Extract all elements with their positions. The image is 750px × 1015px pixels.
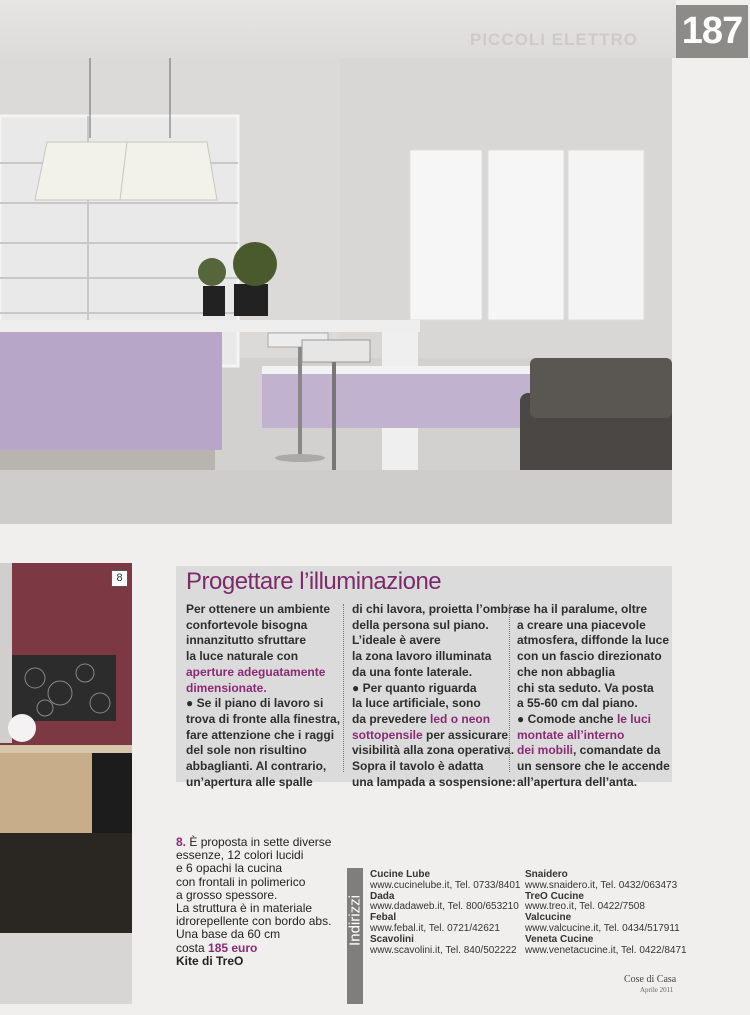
article-line: ● Comode anche le luci	[517, 711, 651, 726]
company-name: Febal	[370, 912, 397, 924]
company-contact: www.febal.it, Tel. 0721/42621	[370, 922, 500, 934]
magazine-name: Cose di Casa	[624, 974, 677, 985]
figure-number-badge: 8	[111, 570, 128, 587]
article-line: la luce naturale con	[186, 649, 299, 664]
kitchen-photo	[0, 58, 672, 524]
addresses-list-right	[525, 870, 687, 956]
article-line: L’ideale è avere	[352, 633, 441, 648]
company-name: TreO Cucine	[525, 890, 584, 902]
article-line: confortevole bisogna	[186, 617, 308, 632]
caption-line: con frontali in polimerico	[176, 874, 306, 889]
article-line: Per ottenere un ambiente	[186, 602, 331, 616]
article-line: che non abbaglia	[517, 664, 616, 679]
article-line: del sole non risultino	[186, 743, 307, 758]
photo-caption	[176, 836, 331, 968]
article-line: da una fonte laterale.	[352, 664, 473, 679]
issue-date: Aprile 2011	[640, 986, 674, 994]
article-line: montate all’interno	[517, 727, 625, 742]
company-name: Cucine Lube	[370, 869, 431, 880]
caption-line: Kite di TreO	[176, 953, 244, 968]
article-line: se ha il paralume, oltre	[517, 602, 648, 616]
addresses-label-wrap	[347, 868, 363, 1004]
company-contact: www.valcucine.it, Tel. 0434/517911	[525, 922, 680, 934]
article-column-1	[186, 602, 340, 790]
article-line: da prevedere led o neon	[352, 711, 491, 726]
article-line: con un fascio direzionato	[517, 649, 662, 664]
caption-line: 8. È proposta in sette diverse	[176, 835, 332, 849]
page-number: 187	[676, 5, 748, 58]
kitchen-illustration	[0, 58, 672, 524]
company-contact: www.cucinelube.it, Tel. 0733/8401	[370, 879, 521, 891]
addresses-list-left	[370, 870, 520, 956]
inset-photo	[0, 563, 132, 1004]
company-name: Scavolini	[370, 933, 414, 945]
company-contact: www.dadaweb.it, Tel. 800/653210	[370, 901, 519, 913]
caption-line: a grosso spessore.	[176, 887, 278, 902]
company-contact: www.scavolini.it, Tel. 840/502222	[370, 944, 517, 956]
article-line: visibilità alla zona operativa.	[352, 743, 515, 758]
article-line: una lampada a sospensione:	[352, 774, 517, 789]
article-column-3	[517, 602, 670, 790]
article-line: ● Per quanto riguarda	[352, 680, 477, 695]
article-line: abbaglianti. Al contrario,	[186, 759, 327, 774]
article-line: un’apertura alle spalle	[186, 774, 313, 789]
article-line: la luce artificiale, sono	[352, 696, 481, 711]
caption-line: Una base da 60 cm	[176, 927, 281, 942]
article-column-2	[352, 602, 519, 790]
inset-illustration	[0, 563, 132, 1004]
caption-line: costa 185 euro	[176, 940, 258, 955]
article-line: innanzitutto sfruttare	[186, 633, 306, 648]
article-line: atmosfera, diffonde la luce	[517, 633, 670, 648]
column-divider	[343, 604, 344, 772]
column-divider	[509, 604, 510, 772]
addresses-label: Indirizzi	[346, 895, 364, 946]
company-name: Snaidero	[525, 869, 568, 880]
caption-line: La struttura è in materiale	[176, 901, 313, 916]
company-name: Veneta Cucine	[525, 933, 594, 945]
article-line: all’apertura dell’anta.	[517, 774, 638, 789]
article-line: un sensore che le accende	[517, 759, 670, 774]
caption-line: idrorepellente con bordo abs.	[176, 914, 332, 929]
caption-line: e 6 opachi la cucina	[176, 861, 283, 876]
article-line: aperture adeguatamente	[186, 664, 326, 679]
article-line: la zona lavoro illuminata	[352, 649, 492, 664]
article-line: chi sta seduto. Va posta	[517, 680, 654, 695]
company-name: Valcucine	[525, 912, 572, 924]
article-line: trova di fronte alla finestra,	[186, 711, 341, 726]
company-name: Dada	[370, 890, 395, 902]
article-line: ● Se il piano di lavoro si	[186, 696, 324, 711]
article-line: sottopensile per assicurare	[352, 727, 509, 742]
article-line: a 55-60 cm dal piano.	[517, 696, 638, 711]
article-line: della persona sul piano.	[352, 617, 489, 632]
article-line: dei mobili, comandate da	[517, 743, 661, 758]
company-contact: www.treo.it, Tel. 0422/7508	[525, 901, 645, 913]
company-contact: www.venetacucine.it, Tel. 0422/8471	[525, 944, 687, 956]
article-line: di chi lavora, proietta l’ombra	[352, 602, 520, 616]
article-line: dimensionate.	[186, 680, 267, 695]
article-line: Sopra il tavolo è adatta	[352, 759, 484, 774]
article-title: Progettare l’illuminazione	[186, 568, 442, 595]
article-line: a creare una piacevole	[517, 617, 646, 632]
section-header-ghost: PICCOLI ELETTRO	[470, 30, 638, 49]
company-contact: www.snaidero.it, Tel. 0432/063473	[525, 879, 678, 891]
caption-line: essenze, 12 colori lucidi	[176, 848, 304, 863]
article-line: fare attenzione che i raggi	[186, 727, 335, 742]
